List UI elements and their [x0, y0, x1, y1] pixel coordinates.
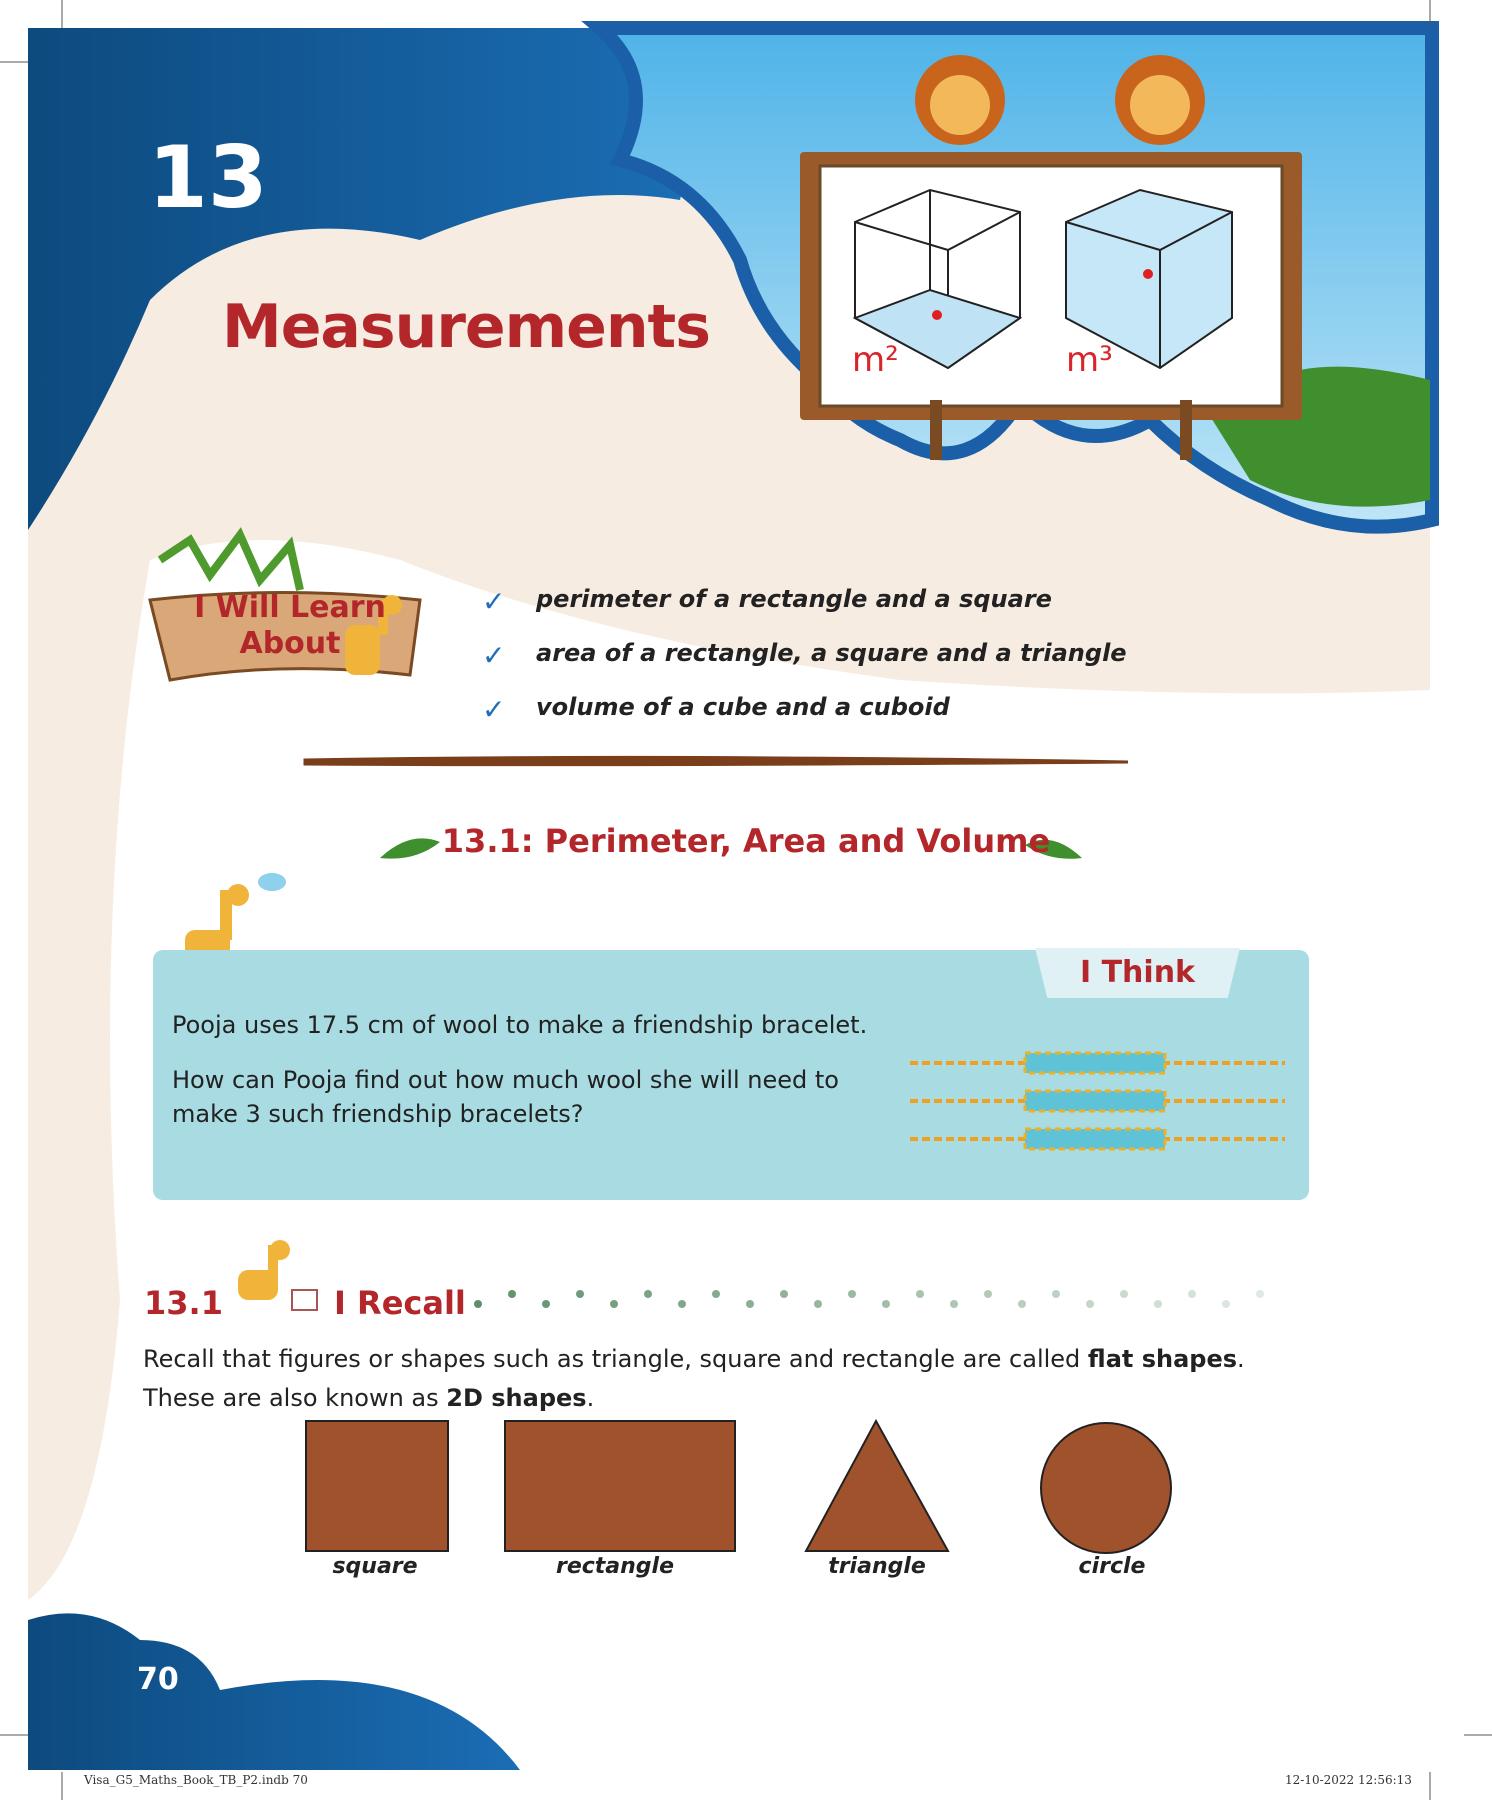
page-number: 70: [137, 1662, 179, 1697]
footprint-icon: [678, 1300, 686, 1308]
text: .: [1237, 1345, 1245, 1373]
shape-label-rectangle: rectangle: [555, 1554, 675, 1579]
rectangle-shape: [505, 1421, 735, 1551]
circle-shape: [1041, 1423, 1171, 1553]
footprint-icon: [916, 1290, 924, 1298]
learn-sign: [160, 590, 420, 662]
footprint-icon: [1154, 1300, 1162, 1308]
check-icon: ✓: [482, 585, 506, 618]
shape-label-circle: circle: [1078, 1554, 1146, 1579]
footprint-icon: [610, 1300, 618, 1308]
chapter-title: Measurements: [222, 292, 710, 362]
footprint-icon: [1222, 1300, 1230, 1308]
footprint-icon: [1188, 1290, 1196, 1298]
footprint-icon: [746, 1300, 754, 1308]
bracelets-illustration: [905, 1048, 1290, 1158]
section-heading: 13.1: Perimeter, Area and Volume: [441, 822, 1051, 860]
bracelet-band: [1025, 1053, 1165, 1073]
chapter-number: 13: [148, 128, 268, 228]
footprint-icon: [848, 1290, 856, 1298]
check-icon: ✓: [482, 639, 506, 672]
learn-item: volume of a cube and a cuboid: [536, 693, 950, 721]
footprint-icon: [542, 1300, 550, 1308]
footprint-icon: [882, 1300, 890, 1308]
footer-file: Visa_G5_Maths_Book_TB_P2.indb 70: [84, 1773, 308, 1787]
think-question-1: Pooja uses 17.5 cm of wool to make a friendship bracelet.: [172, 1011, 868, 1039]
footprint-icon: [1052, 1290, 1060, 1298]
think-question-2: How can Pooja find out how much wool she will need to: [172, 1066, 839, 1094]
footprint-icon: [814, 1300, 822, 1308]
bold-term: flat shapes: [1087, 1345, 1238, 1373]
footprint-icon: [780, 1290, 788, 1298]
footprint-icon: [576, 1290, 584, 1298]
recall-number: 13.1: [144, 1284, 223, 1322]
shapes-row: [0, 1415, 1492, 1555]
square-shape: [306, 1421, 448, 1551]
wooden-divider: [305, 757, 1128, 764]
learn-item: perimeter of a rectangle and a square: [536, 585, 1052, 613]
unit-area-label: m²: [852, 340, 899, 380]
i-think-label: I Think: [1079, 955, 1196, 990]
recall-paragraph-1: [143, 1345, 1245, 1373]
triangle-shape: [806, 1421, 948, 1551]
footer-blue-shape: [28, 1613, 520, 1770]
shape-label-triangle: triangle: [828, 1554, 926, 1579]
footprint-icon: [1086, 1300, 1094, 1308]
footprint-icon: [1120, 1290, 1128, 1298]
recall-title: I Recall: [334, 1284, 466, 1322]
learn-item: area of a rectangle, a square and a triangle: [536, 639, 1127, 667]
bracelet-band: [1025, 1091, 1165, 1111]
footprint-icon: [508, 1290, 516, 1298]
text: These are also known as: [143, 1384, 447, 1412]
footprint-icon: [984, 1290, 992, 1298]
shape-label-square: square: [332, 1554, 418, 1579]
footer-timestamp: 12-10-2022 12:56:13: [1285, 1773, 1412, 1787]
footprint-icon: [1256, 1290, 1264, 1298]
learn-sign-line1: I Will Learn: [194, 590, 386, 625]
footprint-icon: [1018, 1300, 1026, 1308]
learn-sign-line2: About: [239, 626, 341, 661]
footprint-icon: [950, 1300, 958, 1308]
text: Recall that figures or shapes such as triangle, square and rectangle are called: [143, 1345, 1088, 1373]
text: .: [586, 1384, 595, 1412]
footprint-icon: [644, 1290, 652, 1298]
footprint-icon: [712, 1290, 720, 1298]
bold-term: 2D shapes: [446, 1384, 587, 1412]
recall-paragraph-2: [143, 1384, 594, 1412]
bracelet-band: [1025, 1129, 1165, 1149]
think-question-3: make 3 such friendship bracelets?: [172, 1100, 584, 1128]
unit-volume-label: m³: [1066, 340, 1113, 380]
check-icon: ✓: [482, 693, 506, 726]
footprint-icon: [474, 1300, 482, 1308]
